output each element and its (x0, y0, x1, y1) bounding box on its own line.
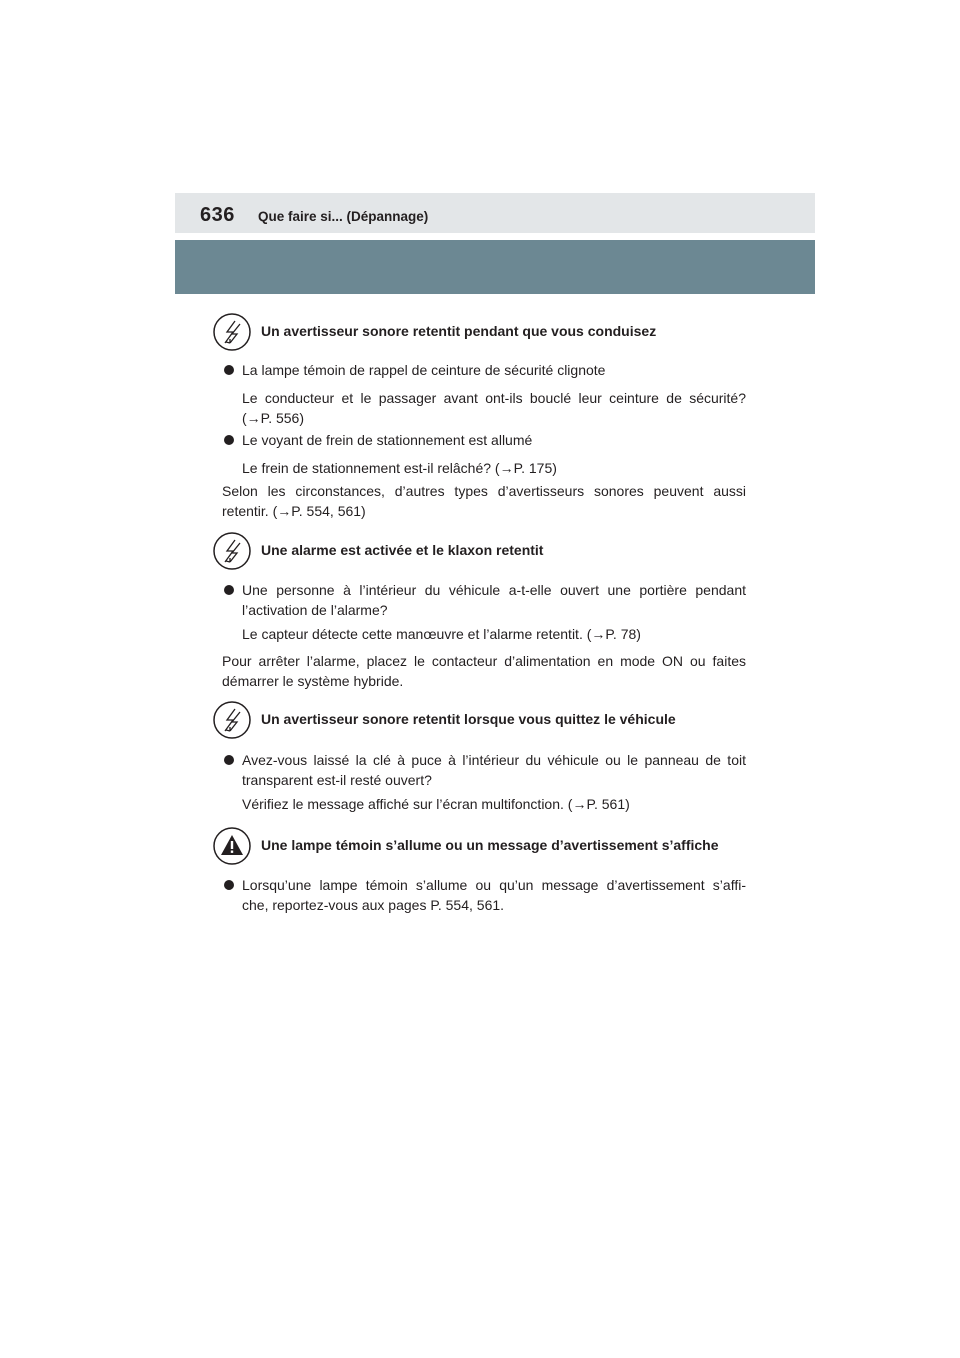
bullet-dot (224, 755, 234, 765)
bullet-dot (224, 585, 234, 595)
bullet-dot (224, 435, 234, 445)
paragraph: retentir. (→P. 554, 561) (222, 503, 366, 519)
section-heading-text: Une alarme est activée et le klaxon retentit (261, 542, 544, 558)
section-heading-text: Un avertisseur sonore retentit lorsque vous quittez le véhicule (261, 711, 676, 727)
horn-sound-icon (213, 701, 251, 739)
horn-sound-icon (213, 313, 251, 351)
section-heading (213, 313, 773, 353)
section-heading (213, 827, 773, 867)
page-title: Que faire si... (Dépannage) (258, 209, 429, 224)
section-heading (213, 701, 773, 741)
section-heading-text: Une lampe témoin s’allume ou un message d’avertissement s’affiche (261, 837, 719, 853)
bullet-dot (224, 880, 234, 890)
warning-triangle-icon (213, 827, 251, 865)
bullet-dot (224, 365, 234, 375)
section-band (175, 240, 815, 294)
section-heading-text: Un avertisseur sonore retentit pendant que vous conduisez (261, 323, 657, 339)
paragraph: Pour arrêter l’alarme, placez le contacteur d’alimentation en mode ON ou faites (222, 653, 746, 669)
page-number: 636 (200, 204, 235, 226)
paragraph: Selon les circonstances, d’autres types d’avertisseurs sonores peuvent aussi (222, 483, 746, 499)
horn-sound-icon (213, 532, 251, 570)
section-heading (213, 532, 773, 572)
paragraph: démarrer le système hybride. (222, 673, 404, 689)
